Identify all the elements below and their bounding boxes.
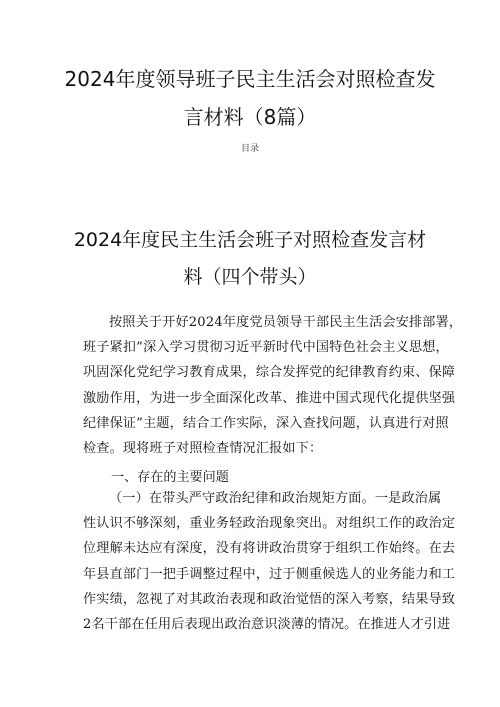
section-title-line-1: 2024年度民主生活会班子对照检查发言材: [73, 229, 427, 251]
body-line: 位理解未达应有深度，没有将讲政治贯穿于组织工作始终。在去: [83, 541, 456, 557]
section-title: [60, 222, 440, 296]
body-line: 2名干部在任用后表现出政治意识淡薄的情况。在推进人才引进: [83, 617, 451, 633]
document-title-line-1: 2024年度领导班子民主生活会对照检查发: [64, 67, 436, 91]
intro-line: 纪律保证”主题，结合工作实际，深入查找问题，认真进行对照: [83, 415, 449, 431]
body-line: 性认识不够深刻，重业务轻政治现象突出。对组织工作的政治定: [83, 516, 456, 532]
toc-label[interactable]: 目录: [240, 144, 259, 154]
section-title-line-2: 料（四个带头）: [183, 266, 317, 288]
intro-line: 班子紧扣”深入学习贯彻习近平新时代中国特色社会主义思想，: [83, 340, 449, 356]
body-line: 年县直部门一把手调整过程中，过于侧重候选人的业务能力和工: [83, 566, 456, 582]
section-heading-1: 一、存在的主要问题: [111, 470, 229, 485]
intro-line: 检查。现将班子对照检查情况汇报如下：: [83, 441, 323, 457]
document-title: [60, 60, 440, 136]
body-line: （一）在带头严守政治纪律和政治规矩方面。一是政治属: [109, 491, 442, 506]
intro-paragraph: [83, 310, 463, 461]
intro-line: 按照关于开好2024年度党员领导干部民主生活会安排部署，: [109, 315, 463, 330]
intro-line: 激励作用，为进一步全面深化改革、推进中国式现代化提供坚强: [83, 390, 456, 406]
body-line: 作实绩，忽视了对其政治表现和政治觉悟的深入考察，结果导致: [83, 591, 456, 607]
document-title-line-2: 言材料（8篇）: [183, 105, 317, 129]
intro-line: 巩固深化党纪学习教育成果，综合发挥党的纪律教育约束、保障: [83, 365, 456, 381]
body-paragraph: [83, 486, 456, 637]
